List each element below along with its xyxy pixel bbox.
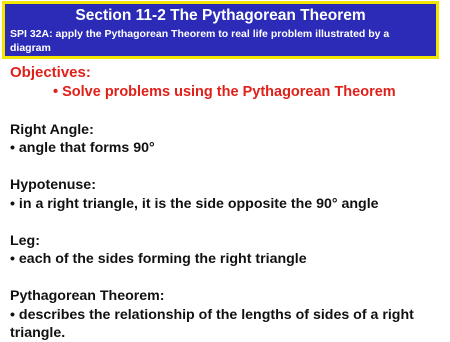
objective-item: • Solve problems using the Pythagorean Theorem — [53, 84, 396, 100]
definitions-list — [10, 121, 440, 342]
term-heading: Leg: — [10, 232, 40, 249]
spi-standard-text: SPI 32A: apply the Pythagorean Theorem to real life problem illustrated by a diagram — [10, 28, 390, 54]
term-pythagorean-theorem — [10, 287, 440, 342]
objectives-heading: Objectives: — [10, 64, 91, 81]
term-definition: • describes the relationship of the lengths of sides of a right triangle. — [10, 306, 414, 342]
header-banner — [2, 1, 439, 59]
term-heading: Pythagorean Theorem: — [10, 288, 165, 305]
term-definition: • each of the sides forming the right triangle — [10, 251, 307, 268]
section-title: Section 11-2 The Pythagorean Theorem — [75, 7, 366, 24]
term-heading: Hypotenuse: — [10, 177, 96, 194]
term-definition: • angle that forms 90° — [10, 140, 155, 157]
term-definition: • in a right triangle, it is the side opposite the 90° angle — [10, 195, 379, 212]
term-hypotenuse — [10, 176, 440, 213]
term-heading: Right Angle: — [10, 122, 94, 138]
term-leg — [10, 232, 440, 269]
term-right-angle — [10, 121, 440, 158]
